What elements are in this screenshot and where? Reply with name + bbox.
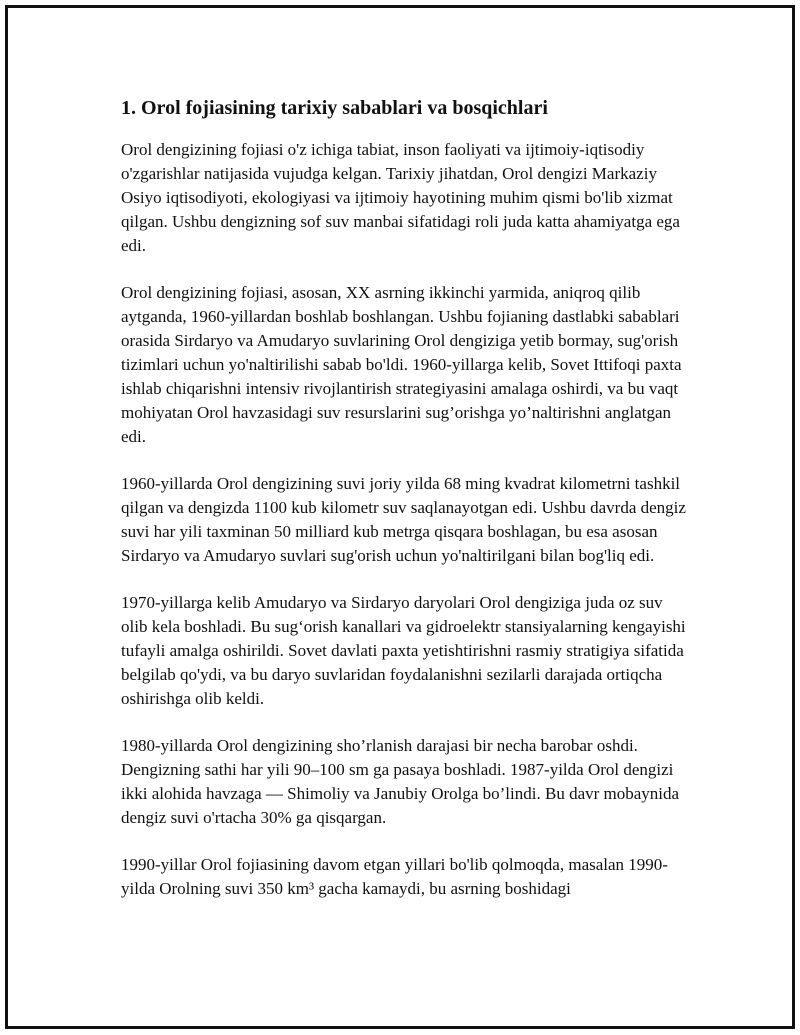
- paragraph-1960s-origins: Orol dengizining fojiasi, asosan, XX asrning ikkinchi yarmida, aniqroq qilib aytganda, 1960-yillardan boshlab boshlangan. Ushbu fojianing dastlabki sabablari orasida Sirdaryo va Amudaryo suvlarining Orol dengiziga yetib bormay, sug'orish tizimlari uchun yo'naltirilishi sabab bo'ldi. 1960-yillarga kelib, Sovet Ittifoqi paxta ishlab chiqarishni intensiv rivojlantirish strategiyasini amalaga oshirdi, va bu vaqt mohiyatan Orol havzasidagi suv resurslarini sug’orishga yo’naltirishni anglatgan edi.: [121, 283, 682, 446]
- section-heading: 1. Orol fojiasining tarixiy sabablari va bosqichlari: [121, 97, 548, 119]
- paragraph-1970s: 1970-yillarga kelib Amudaryo va Sirdaryo daryolari Orol dengiziga juda oz suv olib kela boshladi. Bu sug‘orish kanallari va gidroelektr stansiyalarning kengayishi tufayli amalga oshirildi. Sovet davlati paxta yetishtirishni rasmiy stratigiya sifatida belgilab qo'ydi, va bu daryo suvlaridan foydalanishni sezilarli darajada ortiqcha oshirishga olib keldi.: [121, 593, 686, 708]
- document-body: [121, 92, 693, 924]
- paragraph-intro: Orol dengizining fojiasi o'z ichiga tabiat, inson faoliyati va ijtimoiy-iqtisodiy o'zgarishlar natijasida vujudga kelgan. Tarixiy jihatdan, Orol dengizi Markaziy Osiyo iqtisodiyoti, ekologiyasi va ijtimoiy hayotining muhim qismi bo'lib xizmat qilgan. Ushbu dengizning sof suv manbai sifatidagi roli juda katta ahamiyatga ega edi.: [121, 140, 680, 255]
- paragraph-1960s-volume: 1960-yillarda Orol dengizining suvi joriy yilda 68 ming kvadrat kilometrni tashkil qilgan va dengizda 1100 kub kilometr suv saqlanayotgan edi. Ushbu davrda dengiz suvi har yili taxminan 50 milliard kub metrga qisqara boshlagan, bu esa asosan Sirdaryo va Amudaryo suvlari sug'orish uchun yo'naltirilgani bilan bog'liq edi.: [121, 474, 686, 565]
- document-page: [5, 5, 795, 1029]
- paragraph-1990s: 1990-yillar Orol fojiasining davom etgan yillari bo'lib qolmoqda, masalan 1990-yilda Orolning suvi 350 km³ gacha kamaydi, bu asrning boshidagi: [121, 855, 668, 898]
- paragraph-1980s: 1980-yillarda Orol dengizining sho’rlanish darajasi bir necha barobar oshdi. Dengizning sathi har yili 90–100 sm ga pasaya boshladi. 1987-yilda Orol dengizi ikki alohida havzaga — Shimoliy va Janubiy Orolga bo’lindi. Bu davr mobaynida dengiz suvi o'rtacha 30% ga qisqargan.: [121, 736, 680, 827]
